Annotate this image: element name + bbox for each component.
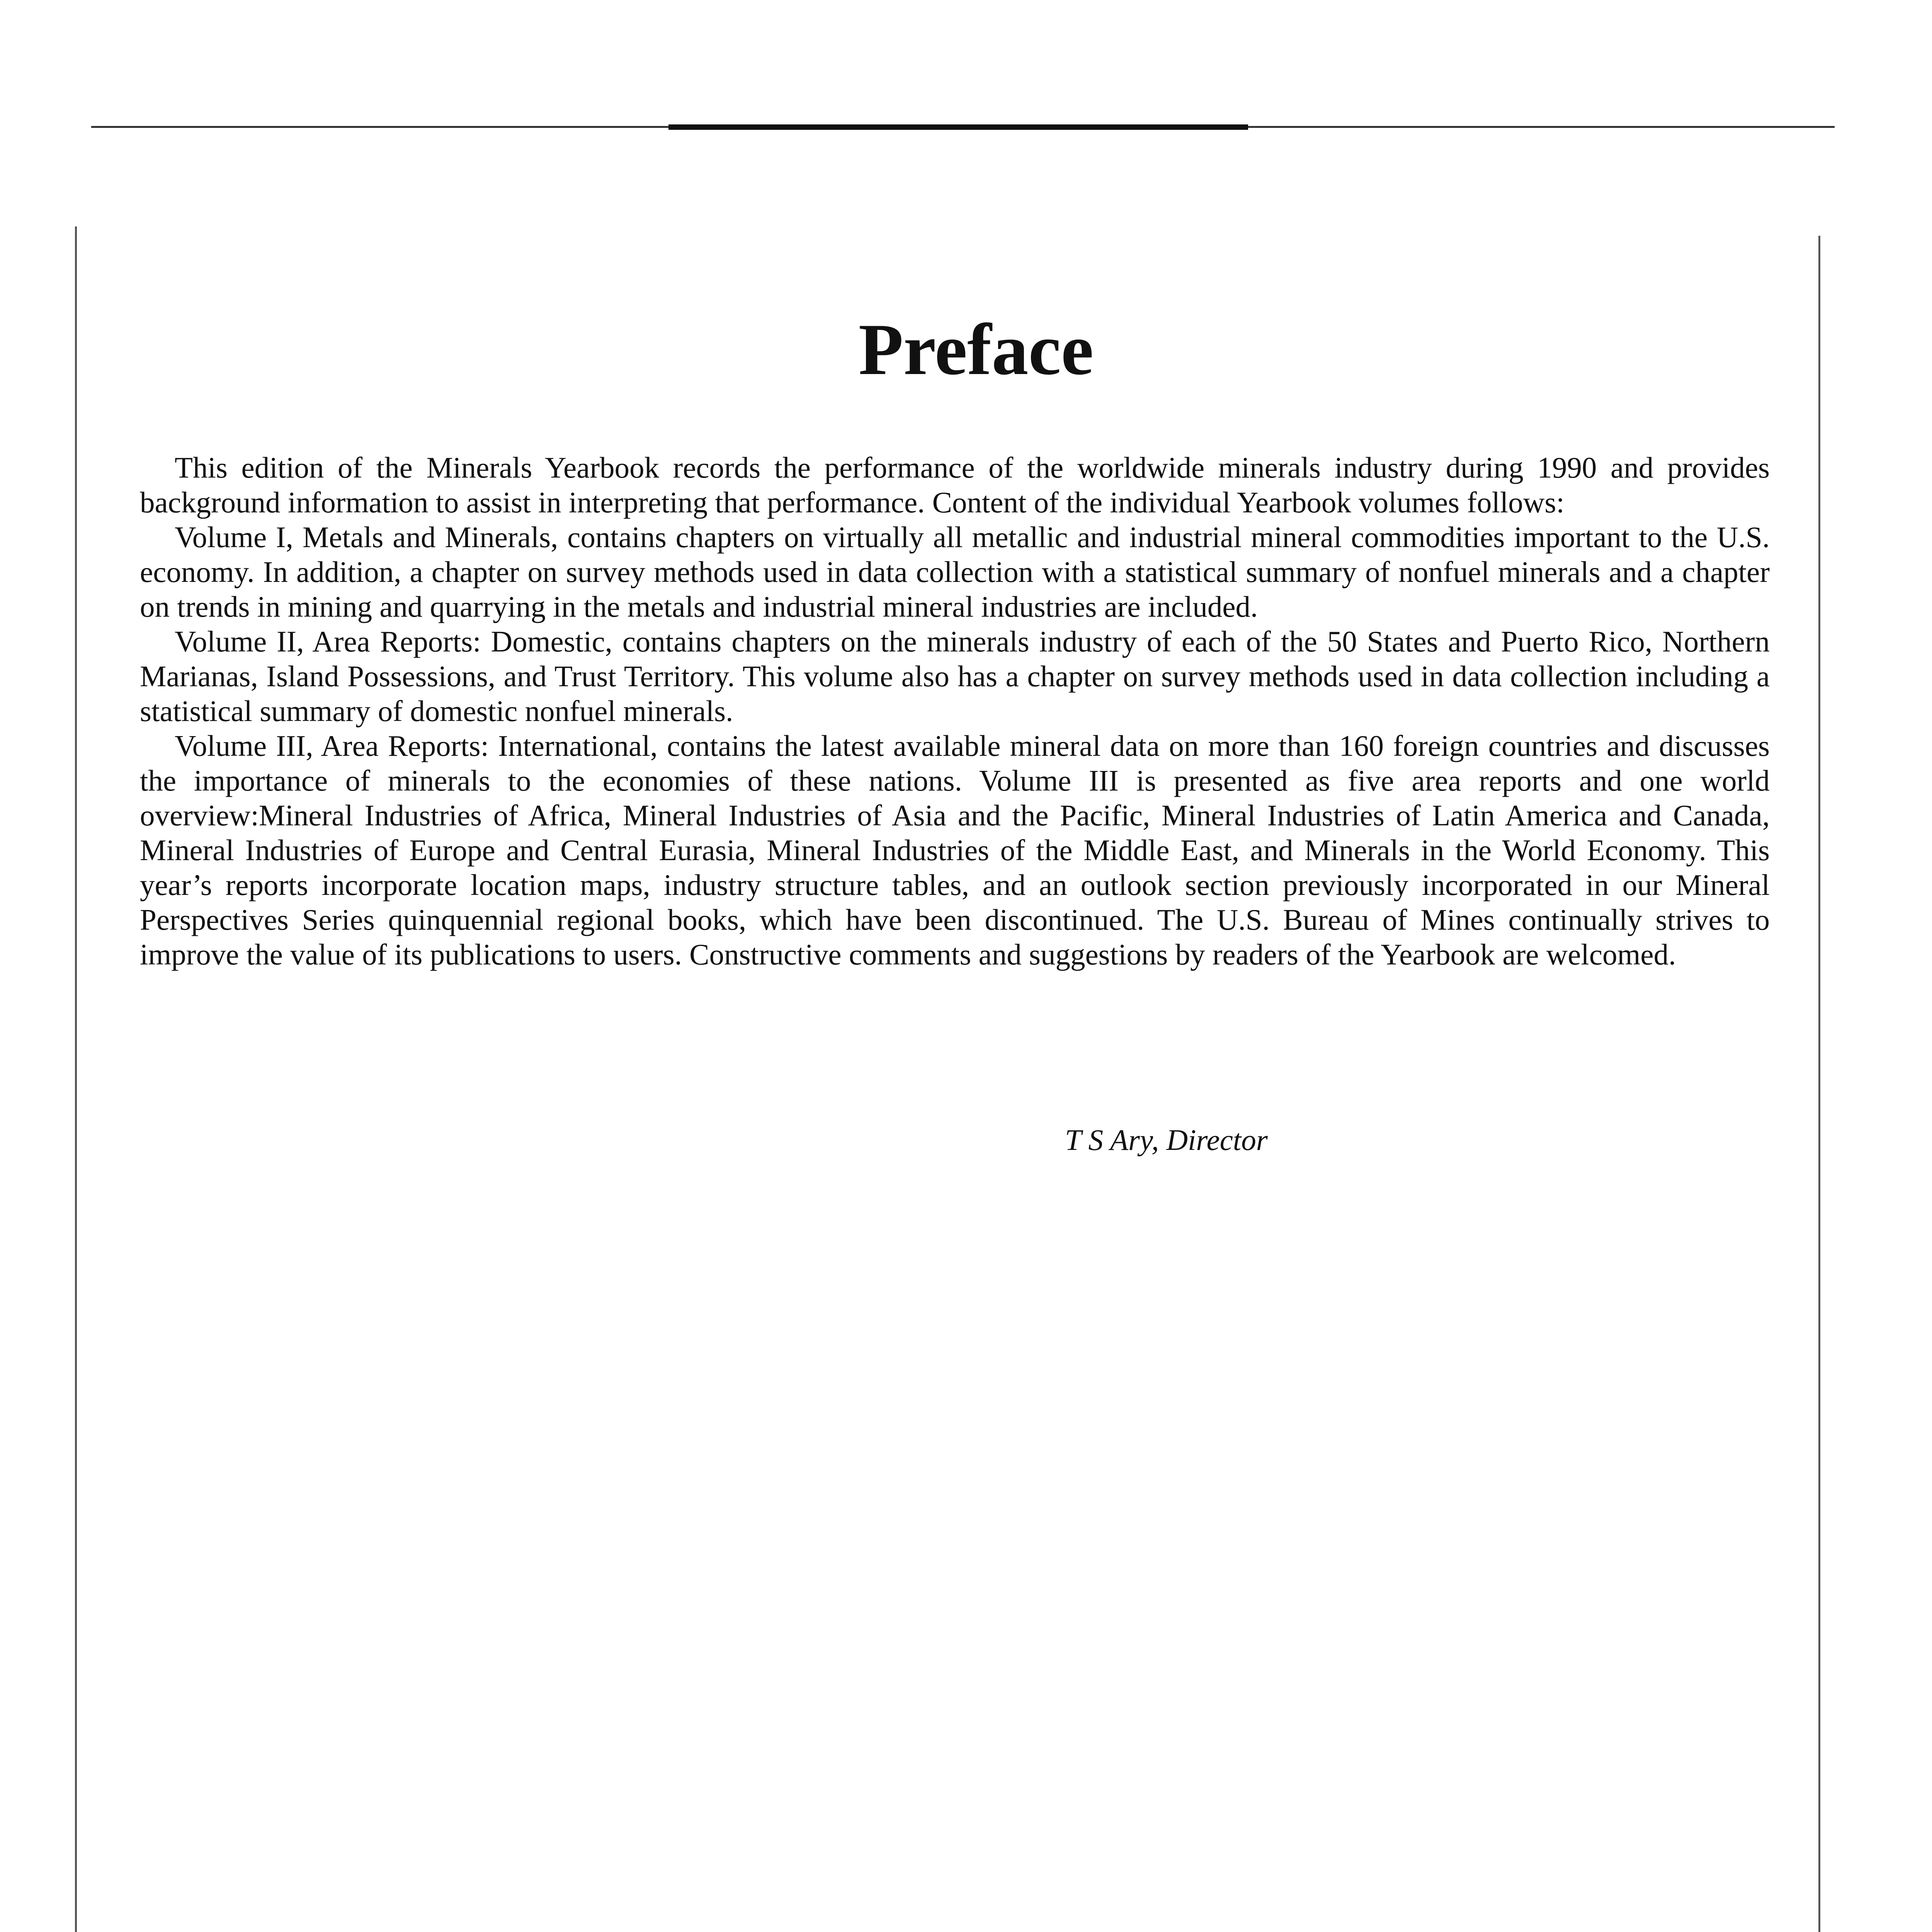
signature: T S Ary, Director xyxy=(1065,1123,1268,1156)
preface-body xyxy=(140,450,1770,972)
left-margin-line xyxy=(75,226,77,1932)
top-rule-accent xyxy=(668,124,1248,130)
right-margin-line xyxy=(1818,236,1820,1932)
paragraph-intro: This edition of the Minerals Yearbook records the performance of the worldwide minerals industry during 1990 and provides background information to assist in interpreting that performance. Content of the individual Yearbook volumes follows: xyxy=(140,451,1770,519)
paragraph-volume-3: Volume III, Area Reports: International, contains the latest available mineral data on more than 160 foreign countries and discusses the importance of minerals to the economies of these nations. Volume III is presented as five area reports and one world overview:Mineral Industries of Africa, Mineral Industries of Asia and the Pacific, Mineral Industries of Latin America and Canada, Mineral Industries of Europe and Central Eurasia, Mineral Industries of the Middle East, and Minerals in the World Economy. This year’s reports incorporate location maps, industry structure tables, and an outlook section previously incorporated in our Mineral Perspectives Series quinquennial regional books, which have been discontinued. The U.S. Bureau of Mines continually strives to improve the value of its publications to users. Constructive comments and suggestions by readers of the Yearbook are welcomed. xyxy=(140,729,1770,971)
paragraph-volume-2: Volume II, Area Reports: Domestic, contains chapters on the minerals industry of each of the 50 States and Puerto Rico, Northern Marianas, Island Possessions, and Trust Territory. This volume also has a chapter on survey methods used in data collection including a statistical summary of domestic nonfuel minerals. xyxy=(140,625,1770,728)
paragraph-volume-1: Volume I, Metals and Minerals, contains chapters on virtually all metallic and industrial mineral commodities important to the U.S. economy. In addition, a chapter on survey methods used in data collection with a statistical summary of nonfuel minerals and a chapter on trends in mining and quarrying in the metals and industrial mineral industries are included. xyxy=(140,520,1770,623)
page-title: Preface xyxy=(858,309,1094,390)
